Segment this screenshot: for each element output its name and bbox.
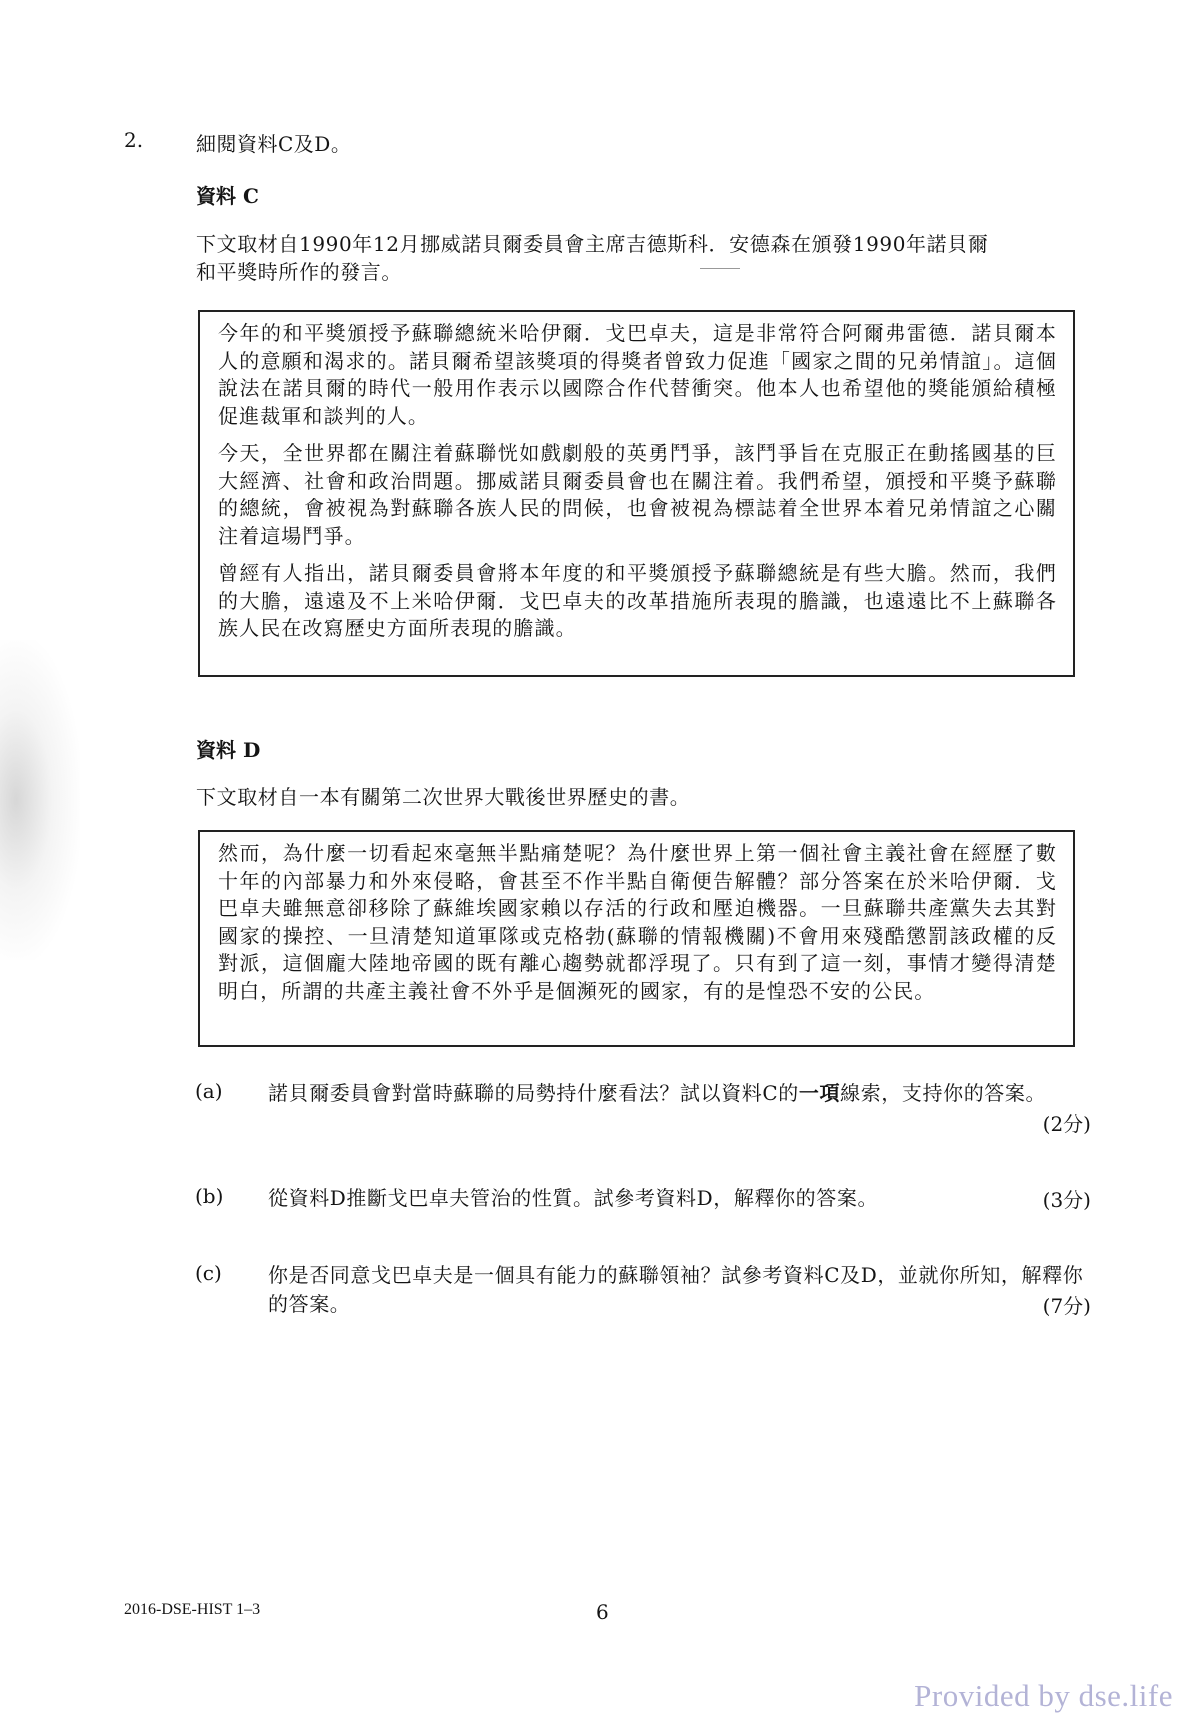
paper-code: 2016-DSE-HIST 1–3 bbox=[124, 1601, 261, 1618]
source-c-heading: 資料 C bbox=[196, 184, 259, 208]
scan-speckle bbox=[0, 640, 80, 960]
source-c-paragraph-2: 今天，全世界都在關注着蘇聯恍如戲劇般的英勇鬥爭，該鬥爭旨在克服正在動搖國基的巨大經濟、社會和政治問題。挪威諾貝爾委員會也在關注着。我們希望，頒授和平獎予蘇聯的總統，會被視為對蘇聯各族人民的問候，也會被視為標誌着全世界本着兄弟情誼之心關注着這場鬥爭。 bbox=[218, 441, 1057, 548]
sub-question-a-text-bold: 一項 bbox=[798, 1081, 841, 1105]
source-d-box bbox=[198, 830, 1075, 1047]
sub-question-a-text bbox=[268, 1079, 1088, 1108]
source-c-box bbox=[198, 310, 1075, 677]
sub-question-c-marks: (7分) bbox=[1042, 1294, 1091, 1318]
sub-question-a-marks: (2分) bbox=[1042, 1112, 1091, 1136]
source-d-heading: 資料 D bbox=[196, 738, 261, 762]
source-c-description-line1: 下文取材自1990年12月挪威諾貝爾委員會主席吉德斯科．安德森在頒發1990年諾貝爾 bbox=[196, 232, 989, 256]
source-c-description-line2: 和平獎時所作的發言。 bbox=[196, 260, 402, 284]
source-c-paragraph-1: 今年的和平獎頒授予蘇聯總統米哈伊爾．戈巴卓夫，這是非常符合阿爾弗雷德．諾貝爾本人的意願和渴求的。諾貝爾希望該獎項的得獎者曾致力促進「國家之間的兄弟情誼」。這個說法在諾貝爾的時代一般用作表示以國際合作代替衝突。他本人也希望他的獎能頒給積極促進裁軍和談判的人。 bbox=[218, 321, 1057, 428]
sub-question-a-text-before: 諾貝爾委員會對當時蘇聯的局勢持什麼看法？試以資料C的 bbox=[268, 1081, 799, 1105]
source-d-description: 下文取材自一本有關第二次世界大戰後世界歷史的書。 bbox=[196, 785, 691, 809]
sub-question-a-label: (a) bbox=[195, 1079, 223, 1103]
source-c-paragraph-3: 曾經有人指出，諾貝爾委員會將本年度的和平獎頒授予蘇聯總統是有些大膽。然而，我們的大膽，遠遠及不上米哈伊爾．戈巴卓夫的改革措施所表現的膽識，也遠遠比不上蘇聯各族人民在改寫歷史方面所表現的膽識。 bbox=[218, 561, 1057, 640]
sub-question-b-label: (b) bbox=[195, 1184, 224, 1208]
provided-by-watermark: Provided by dse.life bbox=[914, 1678, 1173, 1713]
page-number: 6 bbox=[596, 1600, 609, 1624]
source-c-description bbox=[196, 230, 1096, 286]
sub-question-b-marks: (3分) bbox=[1042, 1188, 1091, 1212]
sub-question-a-text-after: 線索，支持你的答案。 bbox=[840, 1081, 1047, 1105]
question-number: 2. bbox=[124, 128, 144, 152]
sub-question-b-text: 從資料D推斷戈巴卓夫管治的性質。試參考資料D，解釋你的答案。 bbox=[268, 1186, 879, 1210]
sub-question-c-text: 你是否同意戈巴卓夫是一個具有能力的蘇聯領袖？試參考資料C及D，並就你所知，解釋你的答案。 bbox=[268, 1263, 1084, 1316]
source-d-paragraph: 然而，為什麼一切看起來毫無半點痛楚呢？為什麼世界上第一個社會主義社會在經歷了數十年的內部暴力和外來侵略，會甚至不作半點自衛便告解體？部分答案在於米哈伊爾．戈巴卓夫雖無意卻移除了蘇維埃國家賴以存活的行政和壓迫機器。一旦蘇聯共產黨失去其對國家的操控、一旦清楚知道軍隊或克格勃(蘇聯的情報機關)不會用來殘酷懲罰該政權的反對派，這個龐大陸地帝國的既有離心趨勢就都浮現了。只有到了這一刻，事情才變得清楚明白，所謂的共產主義社會不外乎是個瀕死的國家，有的是惶恐不安的公民。 bbox=[218, 841, 1057, 1003]
sub-question-c-label: (c) bbox=[195, 1261, 222, 1285]
question-intro: 細閱資料C及D。 bbox=[196, 132, 352, 156]
